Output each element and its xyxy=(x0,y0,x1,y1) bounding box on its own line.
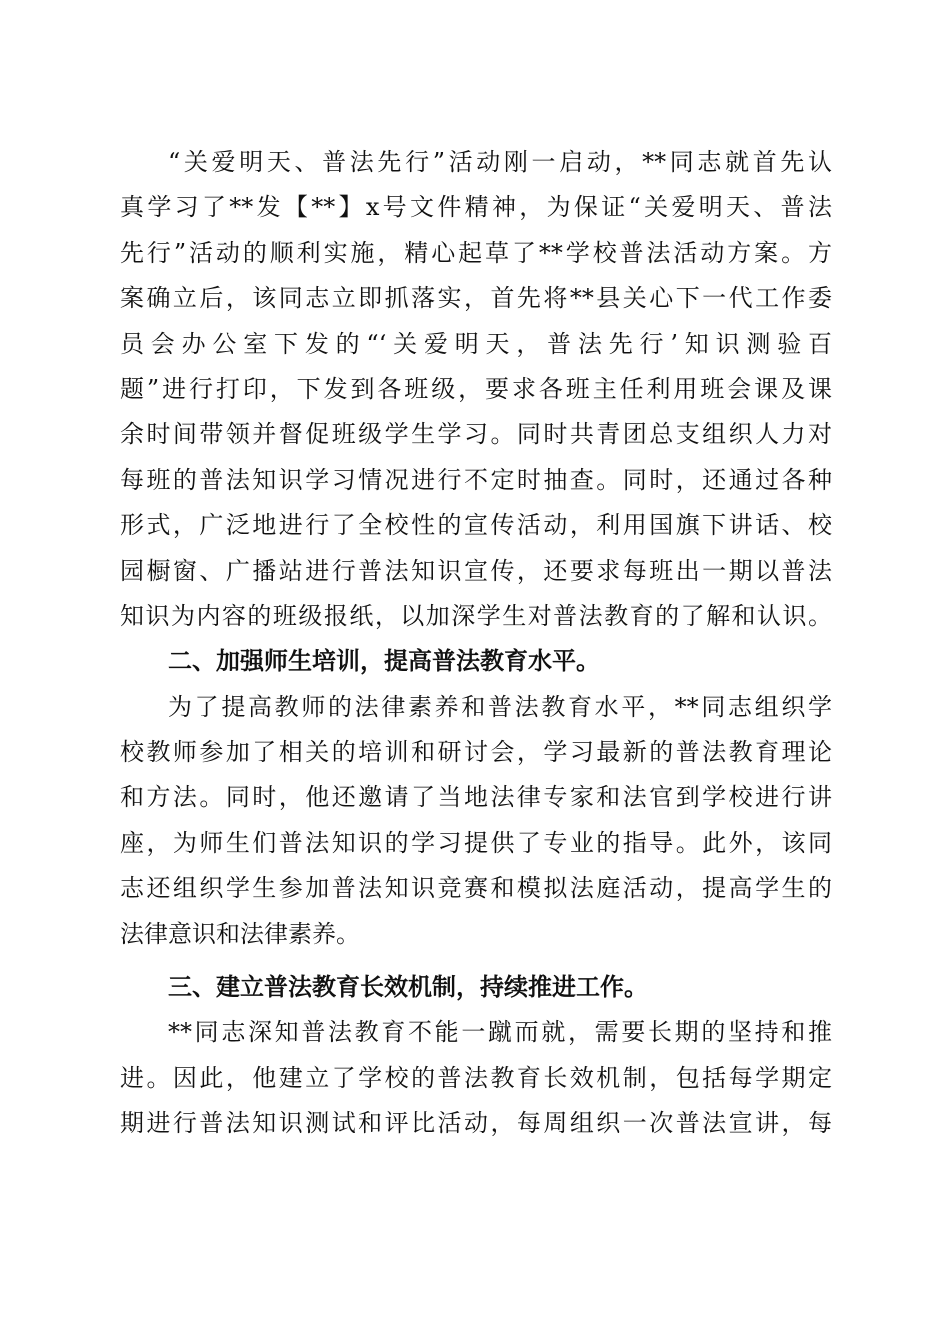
paragraph-line: 真学习了**发【**】x号文件精神，为保证“关爱明天、普法 xyxy=(120,193,832,222)
document-body xyxy=(120,140,832,1147)
paragraph-line: 法律意识和法律素养。 xyxy=(120,919,360,948)
paragraph-line: 为了提高教师的法律素养和普法教育水平，**同志组织学 xyxy=(168,692,832,721)
paragraph-line: 知识为内容的班级报纸，以加深学生对普法教育的了解和认识。 xyxy=(120,601,832,630)
paragraph-line: 每班的普法知识学习情况进行不定时抽查。同时，还通过各种 xyxy=(120,465,832,494)
paragraph-line: 志还组织学生参加普法知识竞赛和模拟法庭活动，提高学生的 xyxy=(120,874,832,903)
paragraph-line: “关爱明天、普法先行”活动刚一启动，**同志就首先认 xyxy=(168,148,832,176)
paragraph-line: **同志深知普法教育不能一蹴而就，需要长期的坚持和推 xyxy=(168,1018,832,1047)
paragraph-line: 进。因此，他建立了学校的普法教育长效机制，包括每学期定 xyxy=(120,1063,832,1092)
paragraph-line: 案确立后，该同志立即抓落实，首先将**县关心下一代工作委 xyxy=(120,284,832,313)
paragraph-line: 题”进行打印，下发到各班级，要求各班主任利用班会课及课 xyxy=(120,374,832,403)
paragraph-line: 校教师参加了相关的培训和研讨会，学习最新的普法教育理论 xyxy=(120,738,832,767)
section-heading: 三、建立普法教育长效机制，持续推进工作。 xyxy=(168,973,648,1002)
paragraph-line: 员会办公室下发的“‘关爱明天，普法先行’知识测验百 xyxy=(120,329,832,358)
paragraph-line: 形式，广泛地进行了全校性的宣传活动，利用国旗下讲话、校 xyxy=(120,511,832,540)
paragraph-line: 余时间带领并督促班级学生学习。同时共青团总支组织人力对 xyxy=(120,420,832,449)
paragraph-line: 座，为师生们普法知识的学习提供了专业的指导。此外，该同 xyxy=(120,828,832,857)
paragraph-line: 园橱窗、广播站进行普法知识宣传，还要求每班出一期以普法 xyxy=(120,556,832,585)
paragraph-line: 期进行普法知识测试和评比活动，每周组织一次普法宣讲，每 xyxy=(120,1109,832,1138)
paragraph-line: 和方法。同时，他还邀请了当地法律专家和法官到学校进行讲 xyxy=(120,783,832,812)
section-heading: 二、加强师生培训，提高普法教育水平。 xyxy=(168,647,600,676)
paragraph-line: 先行”活动的顺利实施，精心起草了**学校普法活动方案。方 xyxy=(120,238,832,267)
